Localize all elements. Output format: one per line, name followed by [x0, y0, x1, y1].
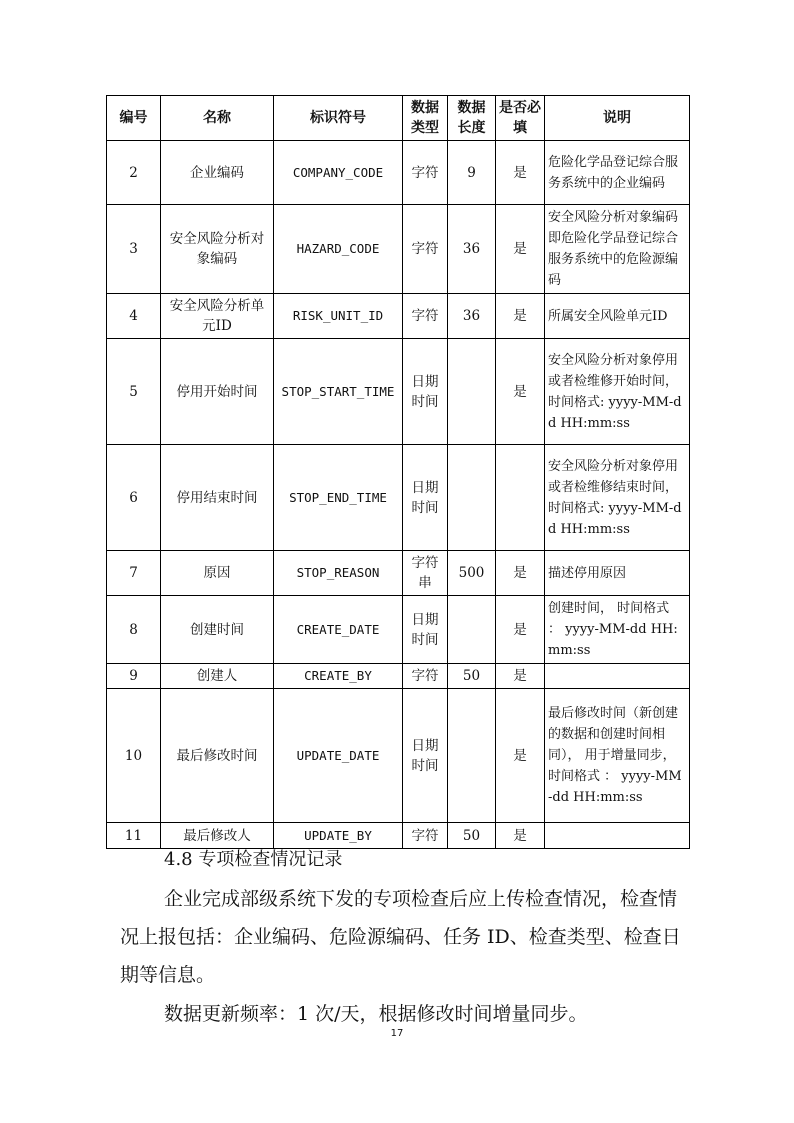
cell-description: 描述停用原因 [545, 551, 690, 596]
cell-data-type: 字符 [403, 141, 448, 205]
cell-description: 所属安全风险单元ID [545, 294, 690, 339]
cell-identifier: HAZARD_CODE [274, 205, 403, 294]
cell-description [545, 823, 690, 849]
cell-required: 是 [496, 339, 545, 445]
cell-description: 最后修改时间（新创建的数据和创建时间相同）， 用于增量同步， 时间格式 ： yyyy-MM-dd HH:mm:ss [545, 689, 690, 823]
header-required: 是否必填 [496, 96, 545, 141]
cell-no: 2 [107, 141, 161, 205]
table-row [107, 339, 690, 445]
cell-name: 停用开始时间 [161, 339, 274, 445]
cell-data-length [448, 445, 496, 551]
cell-data-length [448, 689, 496, 823]
cell-data-type: 日期时间 [403, 339, 448, 445]
table-row [107, 294, 690, 339]
table-row [107, 551, 690, 596]
cell-name: 安全风险分析对象编码 [161, 205, 274, 294]
header-data-length: 数据长度 [448, 96, 496, 141]
cell-required: 是 [496, 294, 545, 339]
cell-required: 是 [496, 689, 545, 823]
cell-identifier: STOP_REASON [274, 551, 403, 596]
table-row [107, 596, 690, 664]
cell-data-length [448, 339, 496, 445]
cell-data-type: 日期时间 [403, 689, 448, 823]
cell-data-type: 字符 [403, 205, 448, 294]
cell-no: 9 [107, 664, 161, 689]
cell-name: 原因 [161, 551, 274, 596]
cell-data-type: 字符 [403, 294, 448, 339]
cell-identifier: UPDATE_BY [274, 823, 403, 849]
cell-required: 是 [496, 205, 545, 294]
section-paragraph-1: 企业完成部级系统下发的专项检查后应上传检查情况，检查情况上报包括：企业编码、危险源编码、任务 ID、检查类型、检查日期等信息。 [120, 888, 681, 986]
table-body [107, 141, 690, 849]
cell-description [545, 664, 690, 689]
cell-identifier: UPDATE_DATE [274, 689, 403, 823]
table-row [107, 445, 690, 551]
cell-required: 是 [496, 664, 545, 689]
cell-identifier: STOP_END_TIME [274, 445, 403, 551]
cell-no: 5 [107, 339, 161, 445]
cell-description: 创建时间， 时间格式 ： yyyy-MM-dd HH:mm:ss [545, 596, 690, 664]
cell-identifier: RISK_UNIT_ID [274, 294, 403, 339]
cell-no: 11 [107, 823, 161, 849]
header-no: 编号 [107, 96, 161, 141]
table-row [107, 823, 690, 849]
cell-data-length [448, 596, 496, 664]
cell-name: 停用结束时间 [161, 445, 274, 551]
cell-data-length: 50 [448, 664, 496, 689]
cell-required: 是 [496, 551, 545, 596]
header-data-type: 数据类型 [403, 96, 448, 141]
cell-data-length: 36 [448, 294, 496, 339]
cell-required: 是 [496, 141, 545, 205]
cell-name: 安全风险分析单元ID [161, 294, 274, 339]
cell-identifier: STOP_START_TIME [274, 339, 403, 445]
cell-data-type: 字符 [403, 823, 448, 849]
cell-data-length: 500 [448, 551, 496, 596]
table-header-row [107, 96, 690, 141]
cell-no: 8 [107, 596, 161, 664]
cell-name: 最后修改人 [161, 823, 274, 849]
cell-required [496, 445, 545, 551]
cell-description: 安全风险分析对象编码即危险化学品登记综合服务系统中的危险源编码 [545, 205, 690, 294]
cell-no: 7 [107, 551, 161, 596]
cell-identifier: CREATE_BY [274, 664, 403, 689]
cell-name: 最后修改时间 [161, 689, 274, 823]
table-row [107, 664, 690, 689]
cell-name: 创建时间 [161, 596, 274, 664]
cell-data-length: 9 [448, 141, 496, 205]
cell-data-type: 日期时间 [403, 445, 448, 551]
header-identifier: 标识符号 [274, 96, 403, 141]
cell-identifier: CREATE_DATE [274, 596, 403, 664]
cell-data-length: 50 [448, 823, 496, 849]
section-heading: 4.8 专项检查情况记录 [164, 849, 343, 870]
field-table [106, 95, 690, 849]
table-row [107, 205, 690, 294]
cell-description: 安全风险分析对象停用或者检维修结束时间，时间格式: yyyy-MM-dd HH:mm:ss [545, 445, 690, 551]
table-row [107, 689, 690, 823]
cell-data-type: 日期时间 [403, 596, 448, 664]
section-paragraph-2: 数据更新频率：1 次/天，根据修改时间增量同步。 [164, 1003, 588, 1025]
cell-data-type: 字符串 [403, 551, 448, 596]
cell-no: 6 [107, 445, 161, 551]
cell-data-length: 36 [448, 205, 496, 294]
table-row [107, 141, 690, 205]
header-name: 名称 [161, 96, 274, 141]
header-description: 说明 [545, 96, 690, 141]
cell-description: 危险化学品登记综合服务系统中的企业编码 [545, 141, 690, 205]
cell-required: 是 [496, 596, 545, 664]
page-number: 17 [390, 1028, 404, 1039]
cell-name: 企业编码 [161, 141, 274, 205]
cell-name: 创建人 [161, 664, 274, 689]
cell-no: 4 [107, 294, 161, 339]
cell-no: 3 [107, 205, 161, 294]
cell-description: 安全风险分析对象停用或者检维修开始时间，时间格式: yyyy-MM-dd HH:mm:ss [545, 339, 690, 445]
cell-no: 10 [107, 689, 161, 823]
cell-data-type: 字符 [403, 664, 448, 689]
cell-required: 是 [496, 823, 545, 849]
cell-identifier: COMPANY_CODE [274, 141, 403, 205]
